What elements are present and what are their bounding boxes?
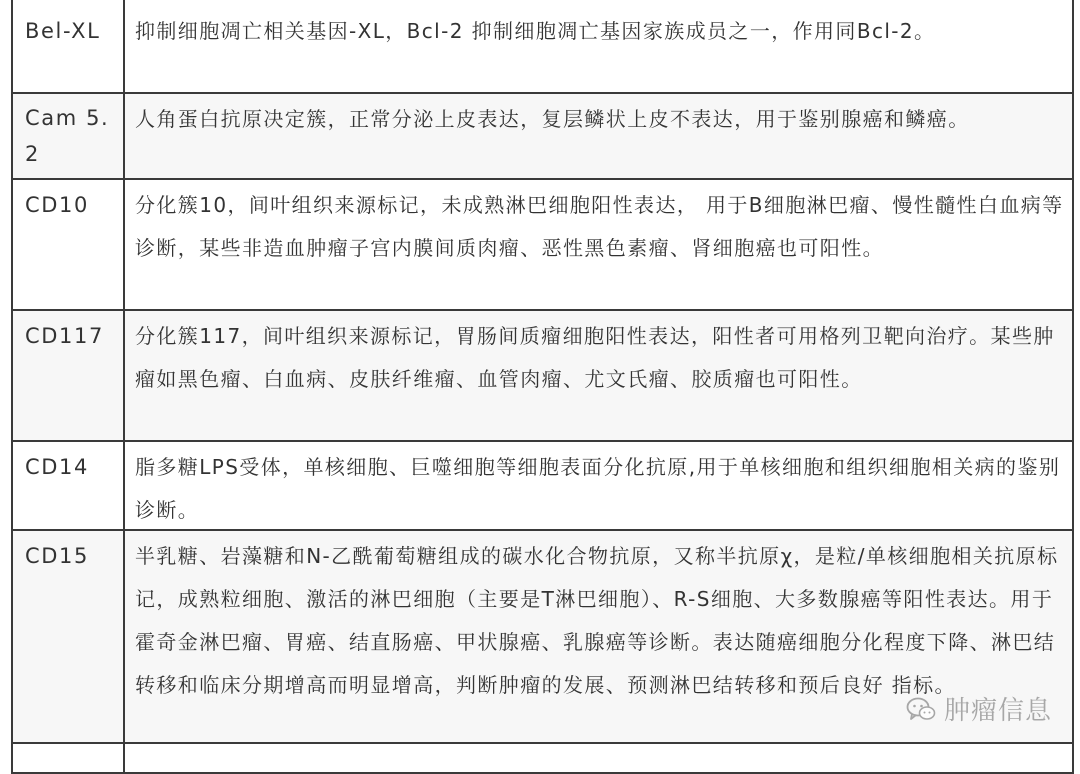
table-row: [13, 311, 1072, 442]
table-row: [13, 94, 1072, 180]
term-text: Cam 5.2: [25, 106, 110, 166]
term-cell: [13, 531, 125, 742]
description-cell: 分化簇117，间叶组织来源标记，胃肠间质瘤细胞阳性表达，阳性者可用格列卫靶向治疗。某些肿瘤如黑色瘤、白血病、皮肤纤维瘤、血管肉瘤、尤文氏瘤、胶质瘤也可阳性。: [135, 324, 1055, 391]
description-cell: [125, 744, 1072, 772]
term-cell: [13, 311, 125, 440]
wechat-icon: [906, 696, 936, 722]
table-row: [13, 0, 1072, 94]
term-text: CD14: [25, 455, 89, 479]
description-cell: 脂多糖LPS受体，单核细胞、巨噬细胞等细胞表面分化抗原,用于单核细胞和组织细胞相关病的鉴别诊断。: [135, 455, 1061, 522]
term-cell: [13, 94, 125, 178]
term-text: CD15: [25, 544, 89, 568]
term-cell: [13, 0, 125, 92]
term-cell: [13, 442, 125, 529]
watermark: [906, 690, 1052, 727]
description-cell: 分化簇10，间叶组织来源标记，未成熟淋巴细胞阳性表达， 用于B细胞淋巴瘤、慢性髓性白血病等诊断，某些非造血肿瘤子宫内膜间质肉瘤、恶性黑色素瘤、肾细胞癌也可阳性。: [135, 193, 1064, 260]
description-cell: 半乳糖、岩藻糖和N-乙酰葡萄糖组成的碳水化合物抗原，又称半抗原χ，是粒/单核细胞相关抗原标记，成熟粒细胞、激活的淋巴细胞（主要是T淋巴细胞）、R-S细胞、大多数腺癌等阳性表达。用于霍奇金淋巴瘤、胃癌、结直肠癌、甲状腺癌、乳腺癌等诊断。表达随癌细胞分化程度下降、淋巴结转移和临床分期增高而明显增高，判断肿瘤的发展、预测淋巴结转移和预后良好 指标。: [135, 544, 1059, 697]
term-cell: [13, 180, 125, 309]
term-text: CD117: [25, 324, 104, 348]
description-cell: 抑制细胞凋亡相关基因-XL，Bcl-2 抑制细胞凋亡基因家族成员之一，作用同Bcl-2。: [135, 19, 936, 43]
term-text: CD10: [25, 193, 89, 217]
term-text: Bel-XL: [25, 19, 101, 43]
watermark-text: 肿瘤信息: [943, 696, 1052, 726]
table-row: [13, 180, 1072, 311]
marker-table: [11, 0, 1074, 774]
description-cell: 人角蛋白抗原决定簇，正常分泌上皮表达，复层鳞状上皮不表达，用于鉴别腺癌和鳞癌。: [135, 107, 970, 131]
table-row-partial: [13, 744, 1072, 774]
term-cell: [13, 744, 125, 772]
table-row: [13, 442, 1072, 531]
